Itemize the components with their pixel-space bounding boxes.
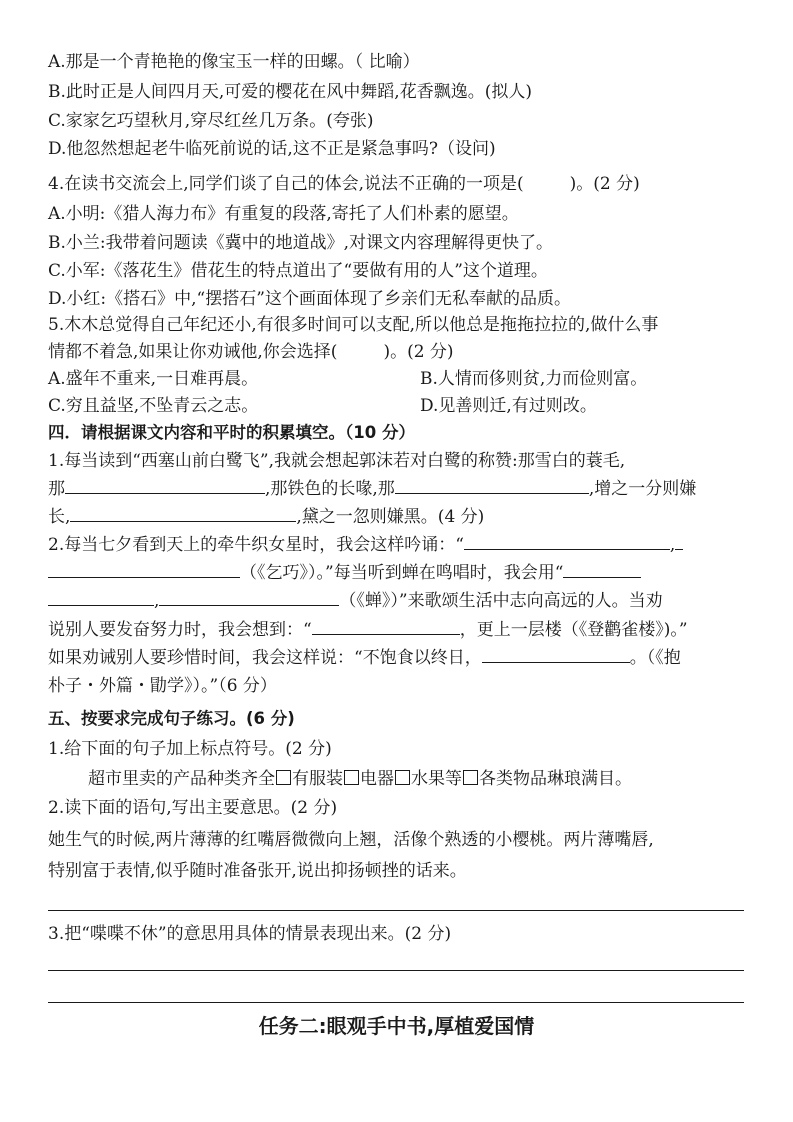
section5-title: 五、按要求完成句子练习。(6 分) — [48, 709, 295, 728]
q5-stem-text: 情都不着急,如果让你劝诫他,你会选择( — [48, 342, 338, 362]
s4-q1-text: ,那铁色的长喙,那 — [265, 479, 395, 499]
s5-q1-text: 水果等 — [411, 769, 462, 789]
q4-stem-score: )。(2 分) — [569, 174, 640, 194]
q4-option-b: B.小兰:我带着问题读《冀中的地道战》,对课文内容理解得更快了。 — [48, 233, 554, 253]
s4-q2-line2 — [48, 561, 641, 584]
q5-option-d: D.见善则迁,有过则改。 — [420, 396, 597, 416]
s5-q2-stem: 2.读下面的语句,写出主要意思。(2 分) — [48, 798, 338, 818]
s4-q2-line1 — [48, 533, 683, 556]
q4-option-a: A.小明:《猎人海力布》有重复的段落,寄托了人们朴素的愿望。 — [48, 204, 519, 224]
s4-q2-line4 — [48, 618, 688, 641]
s5-q3-answer-line-1[interactable] — [48, 970, 744, 971]
punctuation-box[interactable] — [344, 770, 359, 785]
q5-stem-line2 — [48, 341, 454, 363]
q4-option-d: D.小红:《搭石》中,“摆搭石”这个画面体现了乡亲们无私奉献的品质。 — [48, 289, 571, 309]
s4-q2-blank-4[interactable] — [48, 589, 154, 606]
s5-q2-answer-line[interactable] — [48, 910, 744, 911]
q3-option-a: A.那是一个青艳艳的像宝玉一样的田螺。（ 比喻） — [48, 52, 420, 72]
s5-q1-sentence — [88, 768, 632, 790]
s4-q2-line3 — [48, 589, 663, 612]
q4-stem-text: 4.在读书交流会上,同学们谈了自己的体会,说法不正确的一项是( — [48, 174, 524, 194]
s4-q2-text: 说别人要发奋努力时，我会想到：“ — [48, 620, 312, 640]
s4-q1-line1: 1.每当读到“西塞山前白鹭飞”,我就会想起郭沫若对白鹭的称赞:那雪白的蓑毛, — [48, 451, 626, 471]
s4-q1-text: 那 — [48, 479, 65, 499]
s4-q2-text: ，更上一层楼（《登鹳雀楼》)。” — [459, 620, 688, 640]
q5-option-b: B.人情而侈则贫,力而俭则富。 — [420, 369, 648, 389]
s4-q1-text: ,黛之一忽则嫌黑。(4 分) — [296, 507, 485, 527]
s4-q2-text: , — [154, 591, 160, 611]
q3-option-d: D.他忽然想起老牛临死前说的话,这不正是紧急事吗?（设问) — [48, 139, 496, 159]
s4-q2-blank-1[interactable] — [464, 533, 670, 550]
s4-q2-blank-7[interactable] — [482, 646, 630, 663]
s4-q2-blank-6[interactable] — [312, 618, 460, 635]
s5-q1-stem: 1.给下面的句子加上标点符号。(2 分) — [48, 739, 332, 759]
q5-option-a: A.盛年不重来,一日难再晨。 — [48, 369, 259, 389]
q5-stem-line1: 5.木木总觉得自己年纪还小,有很多时间可以支配,所以他总是拖拖拉拉的,做什么事 — [48, 315, 659, 335]
s4-q1-blank-1[interactable] — [65, 477, 265, 494]
q4-stem — [48, 173, 640, 195]
s5-q2-passage-line2: 特别富于表情,似乎随时准备张开,说出抑扬顿挫的话来。 — [48, 861, 467, 881]
s4-q2-text: 如果劝诫别人要珍惜时间，我会这样说：“不饱食以终日， — [48, 648, 482, 668]
s5-q3-answer-line-2[interactable] — [48, 1002, 744, 1003]
q5-stem-score: )。(2 分) — [383, 342, 454, 362]
task-two-heading: 任务二:眼观手中书,厚植爱国情 — [258, 1014, 535, 1038]
s4-q2-text: , — [669, 535, 676, 555]
s4-q2-text: 2.每当七夕看到天上的牵牛织女星时，我会这样吟诵：“ — [48, 535, 464, 555]
s4-q2-blank-2[interactable] — [48, 561, 240, 578]
punctuation-box[interactable] — [276, 770, 291, 785]
s4-q2-blank-1b[interactable] — [675, 533, 683, 550]
q3-option-b: B.此时正是人间四月天,可爱的樱花在风中舞蹈,花香飘逸。(拟人) — [48, 82, 532, 102]
s4-q1-line3 — [48, 505, 484, 528]
s5-q1-text: 各类物品琳琅满目。 — [479, 769, 632, 789]
s5-q2-passage-line1: 她生气的时候,两片薄薄的红嘴唇微微向上翘，活像个熟透的小樱桃。两片薄嘴唇, — [48, 830, 654, 850]
s5-q1-text: 有服装 — [292, 769, 343, 789]
q3-option-c: C.家家乞巧望秋月,穿尽红丝几万条。(夸张) — [48, 111, 374, 131]
punctuation-box[interactable] — [395, 770, 410, 785]
section4-title: 四．请根据课文内容和平时的积累填空。（10 分） — [48, 423, 415, 442]
s4-q2-text: （《乞巧》）。”每当听到蝉在鸣唱时，我会用“ — [240, 563, 564, 583]
q5-option-c: C.穷且益坚,不坠青云之志。 — [48, 396, 259, 416]
s5-q3-stem: 3.把“喋喋不休”的意思用具体的情景表现出来。(2 分) — [48, 924, 452, 944]
s4-q2-line6: 朴子・外篇・勖学》）。”（6 分） — [48, 676, 277, 696]
punctuation-box[interactable] — [463, 770, 478, 785]
s4-q1-text: ,增之一分则嫌 — [588, 479, 697, 499]
s4-q2-text: （《蝉》）”来歌颂生活中志向高远的人。当劝 — [339, 591, 663, 611]
s4-q1-blank-2[interactable] — [395, 477, 589, 494]
s4-q2-line5 — [48, 646, 681, 669]
s4-q2-blank-5[interactable] — [159, 589, 339, 606]
s4-q1-line2 — [48, 477, 696, 500]
s4-q1-text: 长, — [48, 507, 71, 527]
s4-q2-text: 。（《抱 — [629, 648, 681, 668]
s5-q1-text: 电器 — [360, 769, 394, 789]
s4-q1-blank-3[interactable] — [70, 505, 296, 522]
s4-q2-blank-3[interactable] — [563, 561, 641, 578]
q4-option-c: C.小军:《落花生》借花生的特点道出了“要做有用的人”这个道理。 — [48, 261, 548, 281]
s5-q1-text: 超市里卖的产品种类齐全 — [88, 769, 275, 789]
